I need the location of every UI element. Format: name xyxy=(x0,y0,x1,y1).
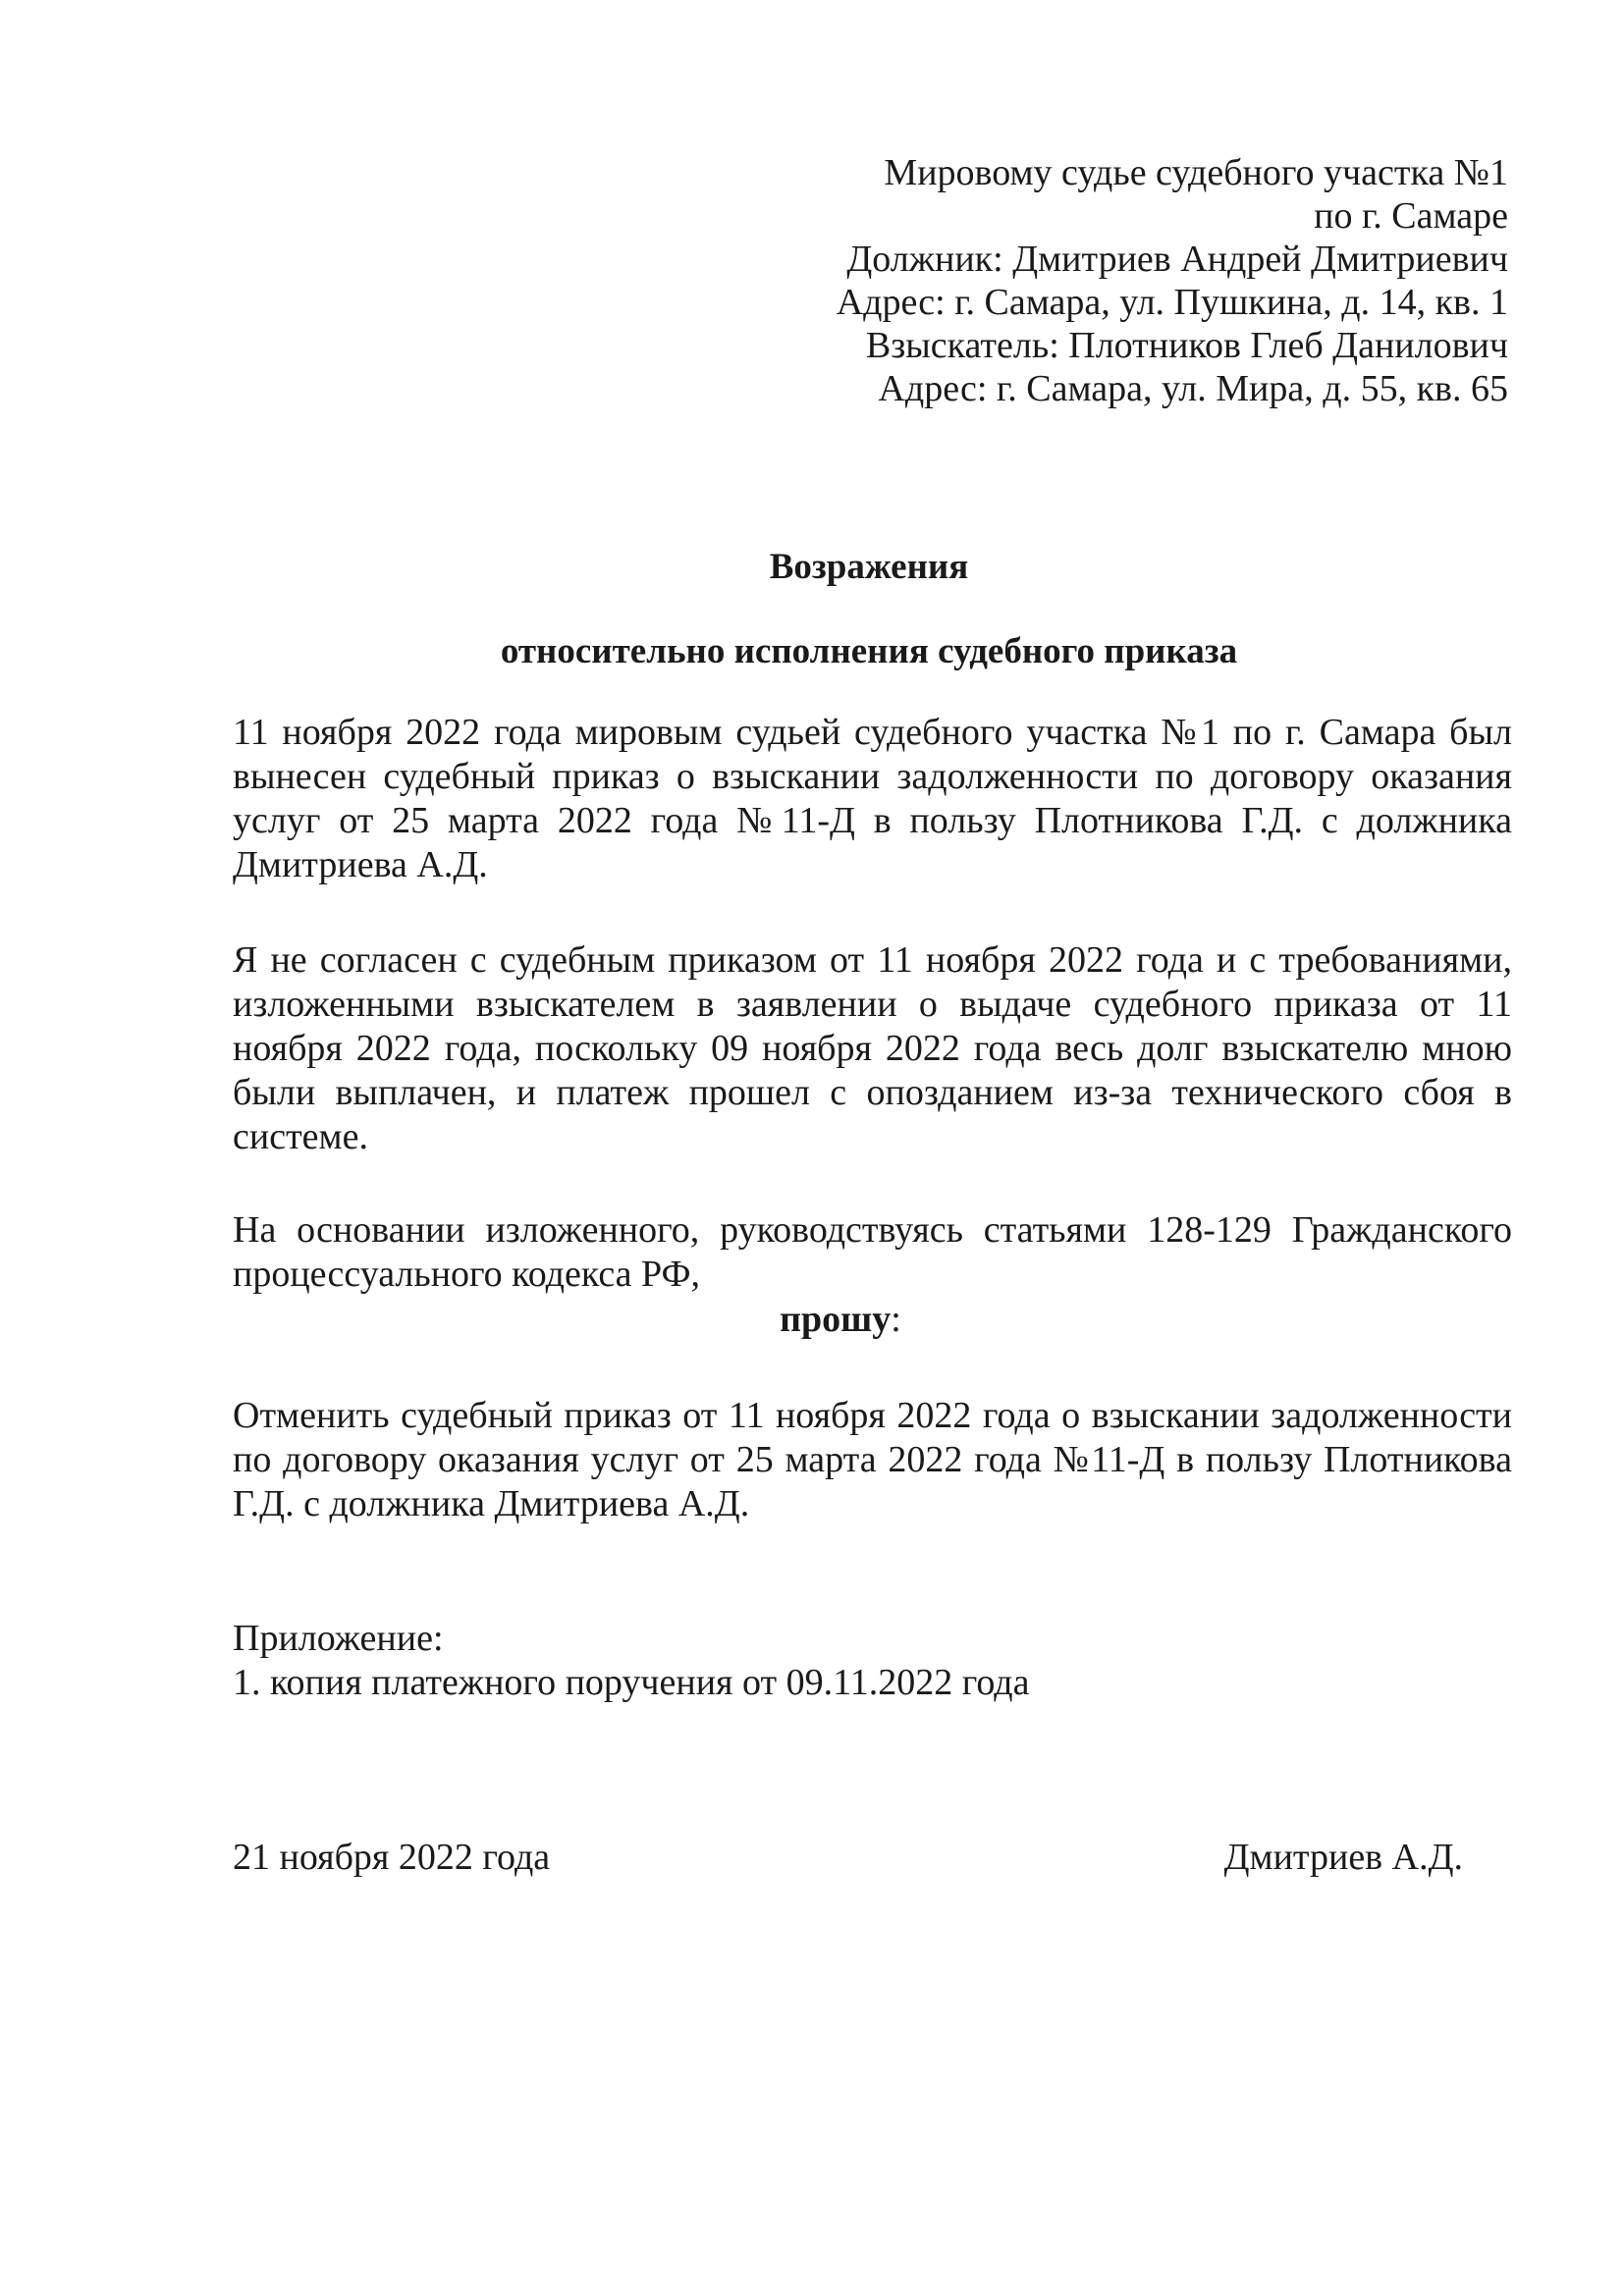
addressee-city: по г. Самаре xyxy=(1314,195,1508,237)
request-heading xyxy=(0,1298,1624,1342)
document-title: Возражения xyxy=(769,547,969,587)
addressee-court: Мировому судье судебного участка №1 xyxy=(884,152,1508,193)
request-colon: : xyxy=(891,1299,901,1340)
paragraph-request: Отменить судебный приказ от 11 ноября 2022 года о взыскании задолженности по договору оказания услуг от 25 марта 2022 года №11-Д в пользу Плотникова Г.Д. с должника Дмитриева А.Д. xyxy=(233,1395,1512,1524)
document-date: 21 ноября 2022 года xyxy=(233,1837,551,1878)
signature-name: Дмитриев А.Д. xyxy=(1223,1837,1463,1878)
attachments-block xyxy=(233,1617,1029,1705)
document-subtitle: относительно исполнения судебного приказа xyxy=(500,631,1238,671)
request-word: прошу xyxy=(780,1299,892,1340)
claimant-address: Адрес: г. Самара, ул. Мира, д. 55, кв. 65 xyxy=(878,368,1508,409)
attachments-label: Приложение: xyxy=(233,1618,444,1659)
claimant-name: Взыскатель: Плотников Глеб Данилович xyxy=(865,325,1508,366)
paragraph-legal-basis: На основании изложенного, руководствуясь статьями 128-129 Гражданского процессуального кодекса РФ, xyxy=(233,1209,1512,1295)
debtor-address: Адрес: г. Самара, ул. Пушкина, д. 14, кв. 1 xyxy=(836,282,1508,323)
paragraph-disagreement: Я не согласен с судебным приказом от 11 ноября 2022 года и с требованиями, изложенными взыскателем в заявлении о выдаче судебного приказа от 11 ноября 2022 года, поскольку 09 ноября 2022 года весь долг взыскателю мною были выплачен, и платеж прошел с опозданием из-за технического сбоя в системе. xyxy=(233,939,1512,1157)
attachment-item: 1. копия платежного поручения от 09.11.2022 года xyxy=(233,1662,1030,1703)
paragraph-court-order: 11 ноября 2022 года мировым судьей судебного участка №1 по г. Самара был вынесен судебный приказ о взыскании задолженности по договору оказания услуг от 25 марта 2022 года №11-Д в пользу Плотникова Г.Д. с должника Дмитриева А.Д. xyxy=(233,712,1512,885)
debtor-name: Должник: Дмитриев Андрей Дмитриевич xyxy=(846,239,1508,280)
addressee-block xyxy=(723,151,1508,410)
